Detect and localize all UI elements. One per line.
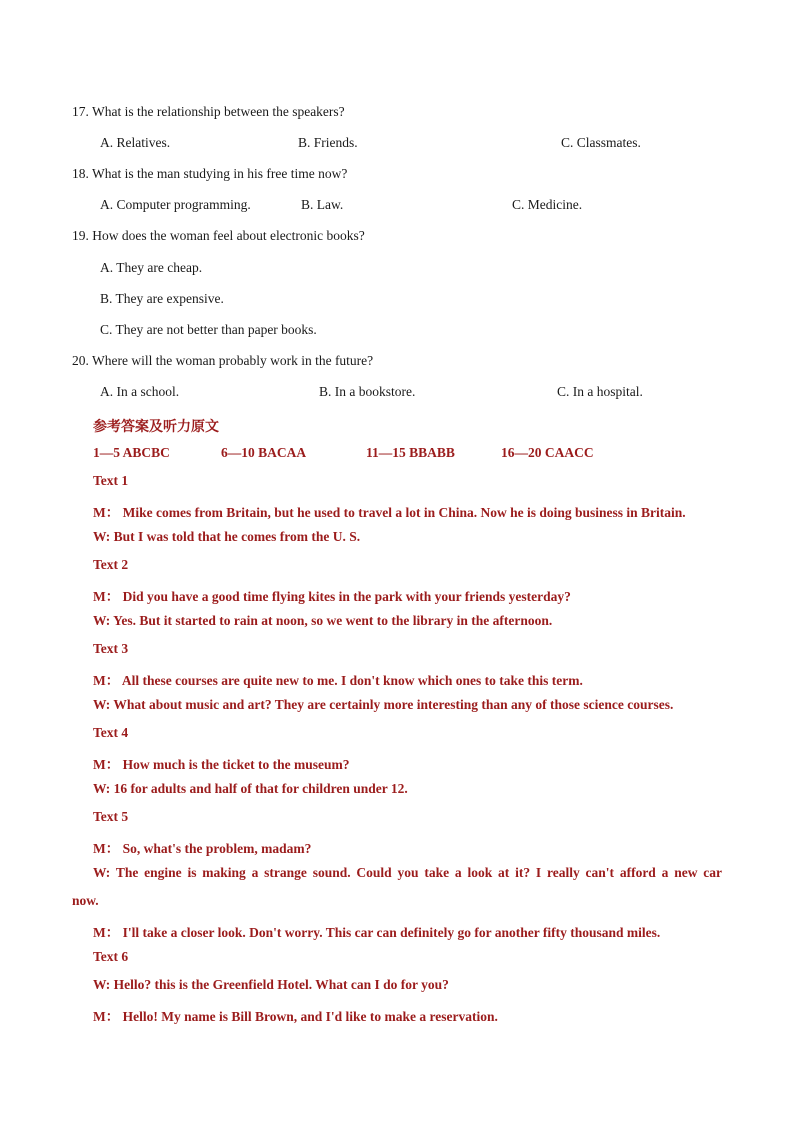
option-18b: B. Law. <box>301 197 344 212</box>
question-20: 20. Where will the woman probably work in the future? <box>72 353 374 368</box>
text-4-label: Text 4 <box>93 725 129 740</box>
option-17b: B. Friends. <box>298 135 358 150</box>
option-18c: C. Medicine. <box>512 197 583 212</box>
transcript-line: M： So, what's the problem, madam? <box>93 841 312 856</box>
wrapped-line-first: W: The engine is making a strange sound. Could you take a look at it? I really can't afford a new car <box>93 865 722 880</box>
option-20c: C. In a hospital. <box>557 384 643 399</box>
option-20a: A. In a school. <box>100 384 180 399</box>
text-2-label: Text 2 <box>93 557 129 572</box>
answer-group-1: 1—5 ABCBC <box>93 445 170 460</box>
question-18: 18. What is the man studying in his free time now? <box>72 166 348 181</box>
transcript-line: M： How much is the ticket to the museum? <box>93 757 350 772</box>
wrapped-line-rest: now. <box>72 893 99 908</box>
text-6-label: Text 6 <box>93 949 129 964</box>
option-19a: A. They are cheap. <box>100 260 203 275</box>
question-17: 17. What is the relationship between the speakers? <box>72 104 345 119</box>
option-19c: C. They are not better than paper books. <box>100 322 317 337</box>
transcript-line: W: Yes. But it started to rain at noon, so we went to the library in the afternoon. <box>93 613 553 628</box>
transcript-line: W: 16 for adults and half of that for children under 12. <box>93 781 408 796</box>
transcript-line: M： All these courses are quite new to me. I don't know which ones to take this term. <box>93 673 583 688</box>
option-20b: B. In a bookstore. <box>319 384 416 399</box>
transcript-line: W: Hello? this is the Greenfield Hotel. What can I do for you? <box>93 977 449 992</box>
transcript-wrapped-line <box>72 859 722 915</box>
answer-heading: 参考答案及听力原文 <box>93 420 219 435</box>
transcript-line: M： Hello! My name is Bill Brown, and I'd like to make a reservation. <box>93 1009 498 1024</box>
answer-group-4: 16—20 CAACC <box>501 445 594 460</box>
question-19: 19. How does the woman feel about electronic books? <box>72 228 365 243</box>
option-18a: A. Computer programming. <box>100 197 251 212</box>
text-1-label: Text 1 <box>93 473 129 488</box>
text-3-label: Text 3 <box>93 641 129 656</box>
transcript-line: W: But I was told that he comes from the U. S. <box>93 529 361 544</box>
transcript-line: W: What about music and art? They are certainly more interesting than any of those science courses. <box>93 697 674 712</box>
option-17a: A. Relatives. <box>100 135 171 150</box>
transcript-line: M： Did you have a good time flying kites in the park with your friends yesterday? <box>93 589 571 604</box>
transcript-line: M： I'll take a closer look. Don't worry. This car can definitely go for another fifty thousand miles. <box>93 925 661 940</box>
answer-group-3: 11—15 BBABB <box>366 445 455 460</box>
text-5-label: Text 5 <box>93 809 129 824</box>
option-17c: C. Classmates. <box>561 135 641 150</box>
answer-group-2: 6—10 BACAA <box>221 445 307 460</box>
transcript-line: M： Mike comes from Britain, but he used to travel a lot in China. Now he is doing business in Britain. <box>93 505 686 520</box>
option-19b: B. They are expensive. <box>100 291 224 306</box>
